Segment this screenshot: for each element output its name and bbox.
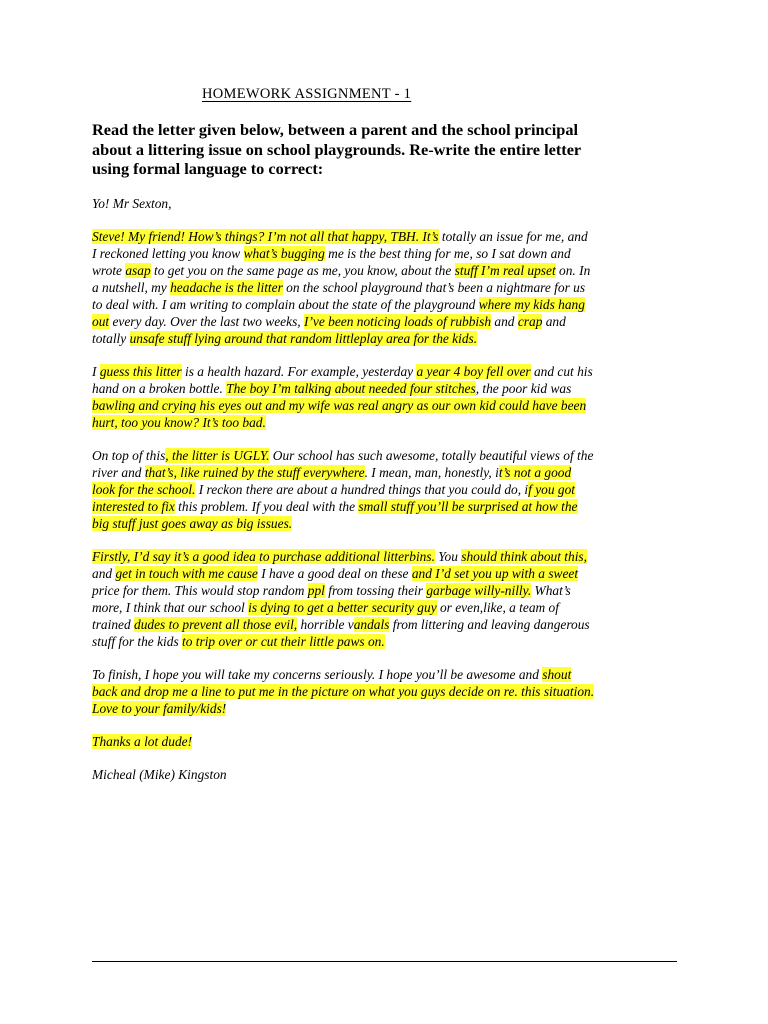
highlighted-text: bawling and crying his eyes out and my wife was real angry as our own kid could have been — [92, 398, 587, 413]
letter-text: more, I think that our school — [92, 600, 249, 615]
letter-paragraph-1 — [92, 228, 692, 347]
letter-line — [92, 380, 692, 397]
letter-text: on the school playground that’s been a nightmare for us — [282, 280, 586, 295]
letter-text: and — [92, 566, 116, 581]
highlighted-text: ppl — [307, 583, 325, 598]
letter-text: I reckon there are about a hundred things that you could do, i — [195, 482, 529, 497]
highlighted-text: that’s, like ruined by the stuff everywhere — [144, 465, 365, 480]
letter-text: this problem. If you deal with the — [174, 499, 359, 514]
letter-text: You — [434, 549, 462, 564]
letter-text: . I mean, man, honestly, i — [364, 465, 499, 480]
letter-paragraph-4 — [92, 548, 692, 650]
letter-paragraph-5 — [92, 666, 692, 717]
highlighted-text: Steve! My friend! How’s things? I’m not all that happy, TBH. It’s — [92, 229, 439, 244]
letter-line — [92, 565, 692, 582]
letter-line — [92, 464, 692, 481]
highlighted-text: look for the school. — [92, 482, 196, 497]
highlighted-text: out — [92, 314, 110, 329]
letter-line — [92, 279, 692, 296]
letter-line — [92, 548, 692, 565]
letter-text: What’s — [531, 583, 571, 598]
letter-text: to deal with. I am writing to complain about the state of the playground — [92, 297, 479, 312]
highlighted-text: Firstly, I’d say it’s a good idea to purchase additional litterbins. — [92, 549, 435, 564]
letter-line — [92, 245, 692, 262]
instructions-line: about a littering issue on school playgrounds. Re-write the entire letter — [92, 139, 582, 159]
highlighted-text: back and drop me a line to put me in the picture on what you guys decide on re. this situation. — [92, 684, 595, 699]
letter-line — [92, 700, 692, 717]
letter-line — [92, 363, 692, 380]
letter-line — [92, 633, 692, 650]
highlighted-text: what’s bugging — [243, 246, 325, 261]
letter-text: is a health hazard. For example, yesterday — [181, 364, 417, 379]
footer-rule — [92, 961, 677, 962]
letter-text: totally an issue for me, and — [438, 229, 588, 244]
letter-text: on. In — [555, 263, 591, 278]
highlighted-text: dudes to prevent all those evil, — [134, 617, 298, 632]
letter-salutation: Yo! Mr Sexton, — [92, 196, 172, 211]
assignment-heading: HOMEWORK ASSIGNMENT - 1 — [202, 86, 412, 102]
letter-text: , the poor kid was — [475, 381, 572, 396]
highlighted-text: hurt, too you know? It’s too bad. — [92, 415, 266, 430]
letter-text: me is the best thing for me, so I sat down and — [324, 246, 571, 261]
highlighted-text: crap — [517, 314, 543, 329]
highlighted-text: where my kids hang — [478, 297, 585, 312]
letter-paragraph-2 — [92, 363, 692, 431]
letter-line — [92, 414, 692, 431]
highlighted-text: t’s not a good — [498, 465, 572, 480]
highlighted-text: , the litter is UGLY. — [165, 448, 270, 463]
letter-line — [92, 616, 692, 633]
letter-text: and — [542, 314, 566, 329]
highlighted-text: andals — [353, 617, 390, 632]
letter-text: wrote — [92, 263, 126, 278]
letter-text: every day. Over the last two weeks, — [109, 314, 304, 329]
letter-text: I reckoned letting you know — [92, 246, 244, 261]
letter-line — [92, 515, 692, 532]
letter-line — [92, 447, 692, 464]
highlighted-text: asap — [125, 263, 151, 278]
highlighted-text: f you got — [528, 482, 576, 497]
highlighted-text: shout — [542, 667, 572, 682]
letter-text: or even,like, a team of — [436, 600, 559, 615]
letter-text: trained — [92, 617, 135, 632]
highlighted-text: small stuff you’ll be surprised at how the — [358, 499, 578, 514]
highlighted-text: The boy I’m talking about needed four stitches — [226, 381, 476, 396]
highlighted-text: guess this litter — [99, 364, 182, 379]
highlighted-text: stuff I’m real upset — [454, 263, 556, 278]
letter-body — [92, 195, 692, 799]
letter-text: Our school has such awesome, totally beautiful views of the — [269, 448, 594, 463]
letter-line — [92, 228, 692, 245]
letter-text: horrible v — [297, 617, 354, 632]
letter-text: from littering and leaving dangerous — [389, 617, 590, 632]
highlighted-text: a year 4 boy fell over — [416, 364, 531, 379]
letter-text: On top of this — [92, 448, 166, 463]
highlighted-text: get in touch with me cause — [115, 566, 258, 581]
highlighted-text: and I’d set you up with a sweet — [411, 566, 579, 581]
letter-line — [92, 599, 692, 616]
letter-text: river and — [92, 465, 145, 480]
letter-signature: Micheal (Mike) Kingston — [92, 767, 227, 782]
letter-paragraph-3 — [92, 447, 692, 532]
highlighted-text: big stuff just goes away as big issues. — [92, 516, 293, 531]
highlighted-text: headache is the litter — [170, 280, 283, 295]
letter-text: hand on a broken bottle. — [92, 381, 227, 396]
letter-line — [92, 481, 692, 498]
letter-closing — [92, 733, 692, 750]
letter-text: totally — [92, 331, 130, 346]
instructions-line: Read the letter given below, between a parent and the school principal — [92, 120, 579, 139]
letter-text: price for them. This would stop random — [92, 583, 308, 598]
letter-line — [92, 582, 692, 599]
letter-line — [92, 296, 692, 313]
letter-text: and — [491, 314, 518, 329]
letter-text: I have a good deal on these — [257, 566, 412, 581]
instructions — [92, 120, 652, 179]
letter-text: stuff for the kids — [92, 634, 183, 649]
highlighted-text: I’ve been noticing loads of rubbish — [303, 314, 492, 329]
letter-text: I — [92, 364, 100, 379]
letter-line — [92, 330, 692, 347]
letter-text: a nutshell, my — [92, 280, 171, 295]
letter-text: To finish, I hope you will take my concerns seriously. I hope you’ll be awesome and — [92, 667, 543, 682]
letter-text: from tossing their — [324, 583, 427, 598]
letter-line — [92, 397, 692, 414]
letter-line — [92, 262, 692, 279]
highlighted-text: is dying to get a better security guy — [248, 600, 437, 615]
letter-line — [92, 498, 692, 515]
letter-text: and cut his — [530, 364, 593, 379]
letter-closing-text: Thanks a lot dude! — [92, 734, 193, 749]
highlighted-text: unsafe stuff lying around that random littleplay area for the kids. — [129, 331, 478, 346]
letter-text: to get you on the same page as me, you know, about the — [150, 263, 455, 278]
instructions-line: using formal language to correct: — [92, 159, 324, 178]
highlighted-text: garbage willy-nilly. — [426, 583, 532, 598]
highlighted-text: interested to fix — [92, 499, 175, 514]
letter-line — [92, 313, 692, 330]
highlighted-text: Love to your family/kids! — [92, 701, 227, 716]
letter-line — [92, 683, 692, 700]
highlighted-text: to trip over or cut their little paws on. — [182, 634, 385, 649]
highlighted-text: should think about this, — [461, 549, 587, 564]
letter-line — [92, 666, 692, 683]
